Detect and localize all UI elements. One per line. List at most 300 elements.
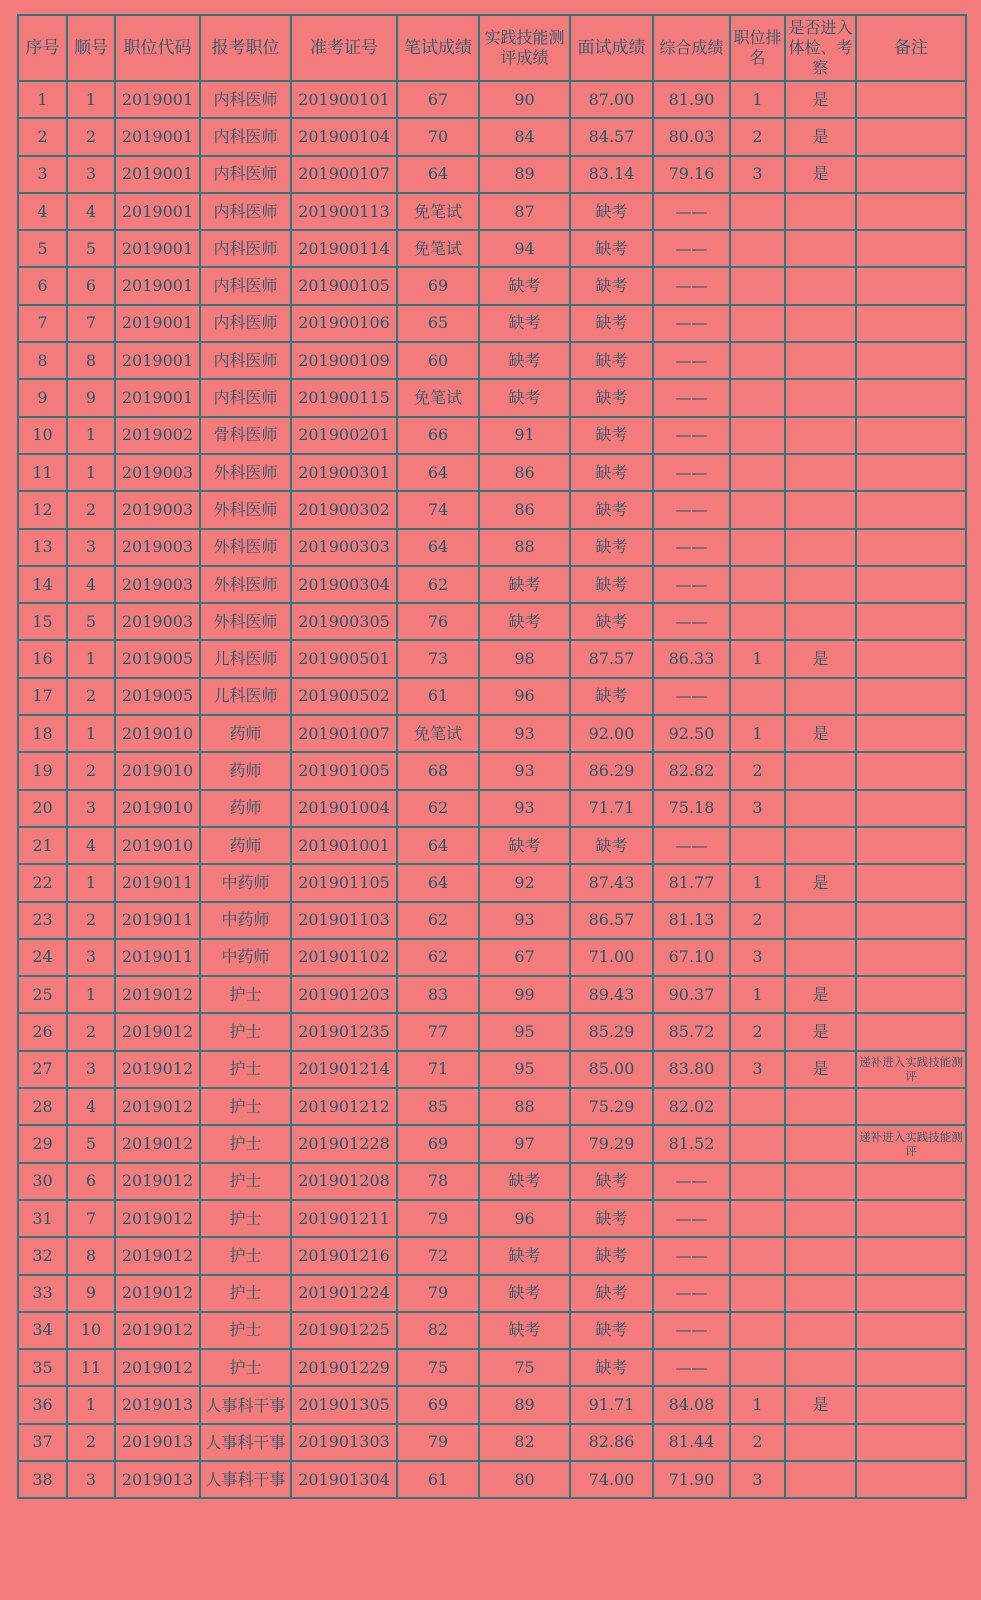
cell-interview-score: 91.71 [570,1386,653,1423]
cell-rank [730,342,785,379]
cell-interview-score: 缺考 [570,454,653,491]
table-row [18,752,966,789]
cell-remarks [856,678,966,715]
cell-total-score: 83.80 [653,1051,730,1088]
cell-interview-score: 缺考 [570,1200,653,1237]
cell-interview-score: 82.86 [570,1424,653,1461]
cell-interview-score: 缺考 [570,1163,653,1200]
cell-rank: 3 [730,790,785,827]
cell-interview-score: 92.00 [570,715,653,752]
cell-total-score: —— [653,603,730,640]
cell-exam-status [785,603,856,640]
cell-order: 11 [67,1349,115,1386]
cell-position: 内科医师 [200,379,291,416]
cell-practical-score: 89 [479,156,570,193]
cell-ticket-number: 201900303 [291,529,397,566]
cell-serial: 3 [18,156,67,193]
cell-ticket-number: 201900109 [291,342,397,379]
cell-total-score: —— [653,1349,730,1386]
cell-ticket-number: 201901229 [291,1349,397,1386]
cell-rank: 3 [730,1461,785,1498]
cell-position: 中药师 [200,902,291,939]
cell-serial: 12 [18,491,67,528]
cell-rank [730,1275,785,1312]
cell-position-code: 2019012 [115,1312,200,1349]
cell-remarks [856,342,966,379]
cell-written-score: 79 [397,1275,479,1312]
cell-total-score: —— [653,267,730,304]
cell-order: 2 [67,491,115,528]
cell-position-code: 2019003 [115,566,200,603]
cell-rank: 3 [730,1051,785,1088]
cell-practical-score: 90 [479,81,570,118]
cell-remarks [856,1424,966,1461]
cell-order: 2 [67,118,115,155]
cell-position-code: 2019012 [115,1163,200,1200]
cell-order: 3 [67,1051,115,1088]
cell-order: 9 [67,1275,115,1312]
cell-exam-status [785,1163,856,1200]
cell-position-code: 2019003 [115,491,200,528]
cell-position-code: 2019012 [115,1237,200,1274]
cell-rank [730,379,785,416]
cell-exam-status [785,1349,856,1386]
table-row [18,156,966,193]
cell-remarks [856,1275,966,1312]
cell-position-code: 2019010 [115,790,200,827]
cell-serial: 29 [18,1125,67,1162]
cell-exam-status: 是 [785,640,856,677]
cell-order: 3 [67,939,115,976]
table-row [18,1013,966,1050]
cell-interview-score: 87.00 [570,81,653,118]
cell-order: 10 [67,1312,115,1349]
cell-position: 内科医师 [200,342,291,379]
cell-position: 外科医师 [200,491,291,528]
cell-serial: 25 [18,976,67,1013]
cell-remarks [856,529,966,566]
cell-order: 2 [67,902,115,939]
cell-remarks [856,715,966,752]
cell-exam-status: 是 [785,118,856,155]
cell-ticket-number: 201901212 [291,1088,397,1125]
cell-position: 外科医师 [200,529,291,566]
cell-position: 内科医师 [200,193,291,230]
cell-written-score: 83 [397,976,479,1013]
cell-interview-score: 缺考 [570,1349,653,1386]
cell-ticket-number: 201900502 [291,678,397,715]
cell-practical-score: 缺考 [479,267,570,304]
cell-order: 8 [67,342,115,379]
cell-practical-score: 94 [479,230,570,267]
cell-serial: 23 [18,902,67,939]
cell-practical-score: 缺考 [479,1312,570,1349]
cell-total-score: —— [653,529,730,566]
cell-total-score: 81.90 [653,81,730,118]
cell-order: 7 [67,1200,115,1237]
table-row [18,1200,966,1237]
cell-order: 1 [67,417,115,454]
cell-ticket-number: 201901211 [291,1200,397,1237]
cell-interview-score: 84.57 [570,118,653,155]
cell-position: 人事科干事 [200,1424,291,1461]
cell-ticket-number: 201901228 [291,1125,397,1162]
cell-position-code: 2019001 [115,118,200,155]
cell-rank [730,305,785,342]
table-row [18,1163,966,1200]
cell-total-score: —— [653,305,730,342]
cell-remarks [856,790,966,827]
cell-serial: 38 [18,1461,67,1498]
cell-serial: 24 [18,939,67,976]
cell-order: 3 [67,529,115,566]
cell-exam-status: 是 [785,81,856,118]
cell-position: 护士 [200,976,291,1013]
header-written-score: 笔试成绩 [397,15,479,81]
cell-practical-score: 93 [479,902,570,939]
table-row [18,81,966,118]
cell-order: 4 [67,827,115,864]
cell-order: 1 [67,864,115,901]
cell-position: 中药师 [200,939,291,976]
cell-serial: 33 [18,1275,67,1312]
cell-total-score: 81.52 [653,1125,730,1162]
cell-ticket-number: 201900301 [291,454,397,491]
cell-position: 外科医师 [200,603,291,640]
cell-written-score: 64 [397,454,479,491]
cell-remarks [856,1386,966,1423]
cell-practical-score: 87 [479,193,570,230]
cell-serial: 22 [18,864,67,901]
cell-interview-score: 83.14 [570,156,653,193]
cell-practical-score: 89 [479,1386,570,1423]
cell-written-score: 62 [397,566,479,603]
cell-practical-score: 93 [479,752,570,789]
cell-ticket-number: 201900105 [291,267,397,304]
cell-order: 8 [67,1237,115,1274]
cell-rank [730,1312,785,1349]
cell-practical-score: 80 [479,1461,570,1498]
cell-rank: 1 [730,640,785,677]
cell-order: 7 [67,305,115,342]
cell-interview-score: 85.29 [570,1013,653,1050]
cell-remarks [856,491,966,528]
cell-position-code: 2019001 [115,342,200,379]
cell-total-score: —— [653,342,730,379]
cell-rank [730,491,785,528]
cell-practical-score: 缺考 [479,566,570,603]
cell-order: 1 [67,1386,115,1423]
cell-total-score: 81.44 [653,1424,730,1461]
cell-remarks [856,752,966,789]
cell-serial: 2 [18,118,67,155]
cell-position: 骨科医师 [200,417,291,454]
table-row [18,193,966,230]
cell-position: 人事科干事 [200,1386,291,1423]
cell-practical-score: 缺考 [479,305,570,342]
cell-order: 4 [67,1088,115,1125]
cell-practical-score: 99 [479,976,570,1013]
cell-position-code: 2019001 [115,81,200,118]
cell-position: 护士 [200,1237,291,1274]
cell-serial: 14 [18,566,67,603]
table-row [18,790,966,827]
cell-total-score: 82.02 [653,1088,730,1125]
cell-position-code: 2019012 [115,1088,200,1125]
cell-written-score: 70 [397,118,479,155]
cell-ticket-number: 201901004 [291,790,397,827]
header-practical-score: 实践技能测评成绩 [479,15,570,81]
cell-serial: 15 [18,603,67,640]
cell-exam-status: 是 [785,1386,856,1423]
cell-total-score: 90.37 [653,976,730,1013]
cell-exam-status: 是 [785,156,856,193]
cell-remarks [856,1312,966,1349]
cell-ticket-number: 201901235 [291,1013,397,1050]
cell-order: 1 [67,976,115,1013]
header-remarks: 备注 [856,15,966,81]
cell-written-score: 免笔试 [397,230,479,267]
cell-position: 外科医师 [200,566,291,603]
cell-order: 5 [67,230,115,267]
cell-serial: 6 [18,267,67,304]
cell-exam-status [785,230,856,267]
cell-total-score: —— [653,230,730,267]
cell-position: 外科医师 [200,454,291,491]
cell-order: 2 [67,678,115,715]
cell-position: 护士 [200,1051,291,1088]
cell-exam-status [785,193,856,230]
cell-exam-status [785,417,856,454]
cell-rank [730,1088,785,1125]
cell-serial: 16 [18,640,67,677]
cell-total-score: —— [653,417,730,454]
cell-practical-score: 缺考 [479,827,570,864]
cell-serial: 20 [18,790,67,827]
cell-position-code: 2019005 [115,640,200,677]
cell-practical-score: 缺考 [479,1275,570,1312]
header-order: 顺号 [67,15,115,81]
cell-written-score: 免笔试 [397,379,479,416]
cell-remarks [856,118,966,155]
cell-ticket-number: 201901303 [291,1424,397,1461]
cell-interview-score: 缺考 [570,417,653,454]
cell-rank: 1 [730,81,785,118]
cell-ticket-number: 201901007 [291,715,397,752]
table-row [18,454,966,491]
cell-order: 3 [67,156,115,193]
cell-remarks: 递补进入实践技能测评 [856,1125,966,1162]
cell-position: 护士 [200,1163,291,1200]
cell-written-score: 68 [397,752,479,789]
cell-remarks: 递补进入实践技能测评 [856,1051,966,1088]
cell-written-score: 74 [397,491,479,528]
cell-exam-status [785,1275,856,1312]
cell-written-score: 64 [397,864,479,901]
cell-exam-status [785,827,856,864]
cell-position: 护士 [200,1125,291,1162]
cell-total-score: —— [653,1312,730,1349]
cell-remarks [856,305,966,342]
cell-practical-score: 97 [479,1125,570,1162]
cell-written-score: 62 [397,790,479,827]
cell-written-score: 79 [397,1424,479,1461]
cell-rank [730,267,785,304]
cell-rank: 3 [730,939,785,976]
cell-position: 药师 [200,715,291,752]
cell-ticket-number: 201900114 [291,230,397,267]
cell-serial: 1 [18,81,67,118]
cell-remarks [856,454,966,491]
cell-exam-status [785,1461,856,1498]
cell-interview-score: 74.00 [570,1461,653,1498]
cell-remarks [856,603,966,640]
cell-serial: 28 [18,1088,67,1125]
header-ticket-number: 准考证号 [291,15,397,81]
cell-position: 护士 [200,1013,291,1050]
cell-position-code: 2019012 [115,976,200,1013]
cell-exam-status [785,1125,856,1162]
cell-total-score: 85.72 [653,1013,730,1050]
cell-total-score: 86.33 [653,640,730,677]
cell-total-score: —— [653,566,730,603]
cell-serial: 10 [18,417,67,454]
cell-exam-status [785,529,856,566]
cell-written-score: 62 [397,902,479,939]
cell-order: 1 [67,454,115,491]
cell-serial: 8 [18,342,67,379]
cell-ticket-number: 201900305 [291,603,397,640]
cell-written-score: 85 [397,1088,479,1125]
table-row [18,1125,966,1162]
table-row [18,902,966,939]
cell-rank: 2 [730,1424,785,1461]
table-row [18,491,966,528]
cell-serial: 36 [18,1386,67,1423]
cell-rank: 1 [730,864,785,901]
cell-written-score: 75 [397,1349,479,1386]
table-row [18,566,966,603]
cell-position: 内科医师 [200,305,291,342]
cell-remarks [856,1237,966,1274]
cell-remarks [856,1163,966,1200]
cell-order: 3 [67,1461,115,1498]
cell-ticket-number: 201900113 [291,193,397,230]
cell-rank: 2 [730,1013,785,1050]
header-row [18,15,966,81]
cell-position-code: 2019012 [115,1125,200,1162]
cell-position: 人事科干事 [200,1461,291,1498]
cell-ticket-number: 201901305 [291,1386,397,1423]
cell-remarks [856,81,966,118]
cell-practical-score: 93 [479,790,570,827]
cell-exam-status [785,1200,856,1237]
cell-rank [730,566,785,603]
cell-order: 5 [67,603,115,640]
cell-ticket-number: 201901214 [291,1051,397,1088]
table-row [18,305,966,342]
table-row [18,118,966,155]
cell-remarks [856,566,966,603]
cell-practical-score: 95 [479,1051,570,1088]
cell-order: 6 [67,267,115,304]
cell-practical-score: 86 [479,454,570,491]
cell-position-code: 2019010 [115,827,200,864]
cell-position: 护士 [200,1312,291,1349]
cell-practical-score: 88 [479,529,570,566]
cell-practical-score: 92 [479,864,570,901]
cell-interview-score: 86.57 [570,902,653,939]
cell-practical-score: 88 [479,1088,570,1125]
cell-total-score: 81.13 [653,902,730,939]
table-row [18,1386,966,1423]
cell-total-score: —— [653,491,730,528]
cell-position-code: 2019003 [115,603,200,640]
cell-written-score: 67 [397,81,479,118]
table-body [18,81,966,1498]
cell-practical-score: 缺考 [479,342,570,379]
cell-practical-score: 缺考 [479,603,570,640]
cell-rank [730,1200,785,1237]
table-row [18,827,966,864]
cell-serial: 4 [18,193,67,230]
cell-interview-score: 71.00 [570,939,653,976]
table-row [18,379,966,416]
cell-interview-score: 缺考 [570,1275,653,1312]
cell-ticket-number: 201901103 [291,902,397,939]
cell-ticket-number: 201901224 [291,1275,397,1312]
cell-exam-status [785,305,856,342]
cell-interview-score: 85.00 [570,1051,653,1088]
cell-written-score: 77 [397,1013,479,1050]
cell-exam-status [785,379,856,416]
cell-written-score: 65 [397,305,479,342]
cell-remarks [856,1088,966,1125]
cell-practical-score: 84 [479,118,570,155]
table-row [18,417,966,454]
table-row [18,715,966,752]
cell-interview-score: 缺考 [570,230,653,267]
table-row [18,864,966,901]
cell-remarks [856,156,966,193]
cell-ticket-number: 201900101 [291,81,397,118]
cell-written-score: 60 [397,342,479,379]
cell-exam-status: 是 [785,715,856,752]
cell-ticket-number: 201900106 [291,305,397,342]
cell-total-score: 79.16 [653,156,730,193]
cell-rank: 1 [730,715,785,752]
table-row [18,342,966,379]
cell-total-score: 84.08 [653,1386,730,1423]
cell-written-score: 61 [397,1461,479,1498]
cell-practical-score: 86 [479,491,570,528]
cell-total-score: —— [653,1275,730,1312]
cell-interview-score: 缺考 [570,379,653,416]
cell-total-score: —— [653,678,730,715]
cell-written-score: 73 [397,640,479,677]
cell-written-score: 69 [397,267,479,304]
cell-practical-score: 96 [479,1200,570,1237]
cell-interview-score: 缺考 [570,267,653,304]
table-row [18,1051,966,1088]
cell-practical-score: 82 [479,1424,570,1461]
cell-position-code: 2019012 [115,1200,200,1237]
cell-interview-score: 87.43 [570,864,653,901]
cell-position-code: 2019012 [115,1275,200,1312]
cell-practical-score: 96 [479,678,570,715]
cell-order: 5 [67,1125,115,1162]
cell-position-code: 2019001 [115,267,200,304]
